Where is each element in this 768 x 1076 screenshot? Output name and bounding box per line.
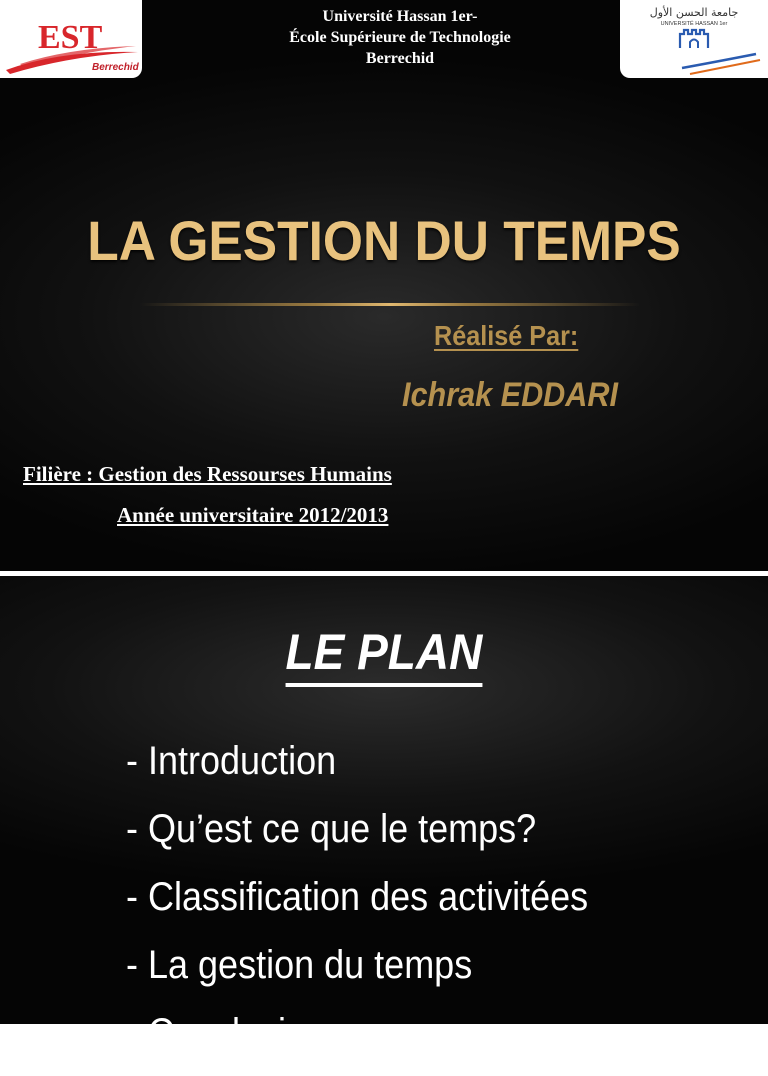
est-logo-subtext: Berrechid: [92, 62, 139, 73]
plan-title-text: LE PLAN: [286, 623, 483, 687]
filiere-text: Filière : Gestion des Ressourses Humains: [23, 462, 392, 486]
presentation-title: LA GESTION DU TEMPS: [87, 209, 681, 272]
universite-hassan-logo: [620, 0, 768, 78]
university-line-2: École Supérieure de Technologie: [289, 29, 511, 46]
logo-arabic-text: جامعة الحسن الأول: [649, 6, 739, 19]
est-berrechid-logo: [0, 0, 142, 78]
plan-item: - Conclusion: [126, 1011, 327, 1055]
title-divider: [140, 303, 640, 306]
plan-item: - Classification des activitées: [126, 875, 589, 919]
plan-item: - Qu’est ce que le temps?: [126, 807, 537, 851]
university-line-1: Université Hassan 1er-: [322, 8, 478, 25]
plan-title: [0, 623, 768, 687]
university-header: [200, 6, 600, 69]
annee-universitaire-text: Année universitaire 2012/2013: [117, 503, 389, 527]
author-name: Ichrak EDDARI: [402, 376, 618, 414]
logo-latin-text: UNIVERSITÉ HASSAN 1er: [660, 21, 728, 27]
university-line-3: Berrechid: [365, 50, 435, 67]
realise-par-label: Réalisé Par:: [434, 320, 579, 351]
est-logo-text: EST: [38, 19, 103, 56]
plan-list: [126, 736, 640, 1076]
plan-item: - La gestion du temps: [126, 943, 473, 987]
plan-item: - Introduction: [126, 739, 337, 783]
plan-slide: [0, 576, 768, 1055]
